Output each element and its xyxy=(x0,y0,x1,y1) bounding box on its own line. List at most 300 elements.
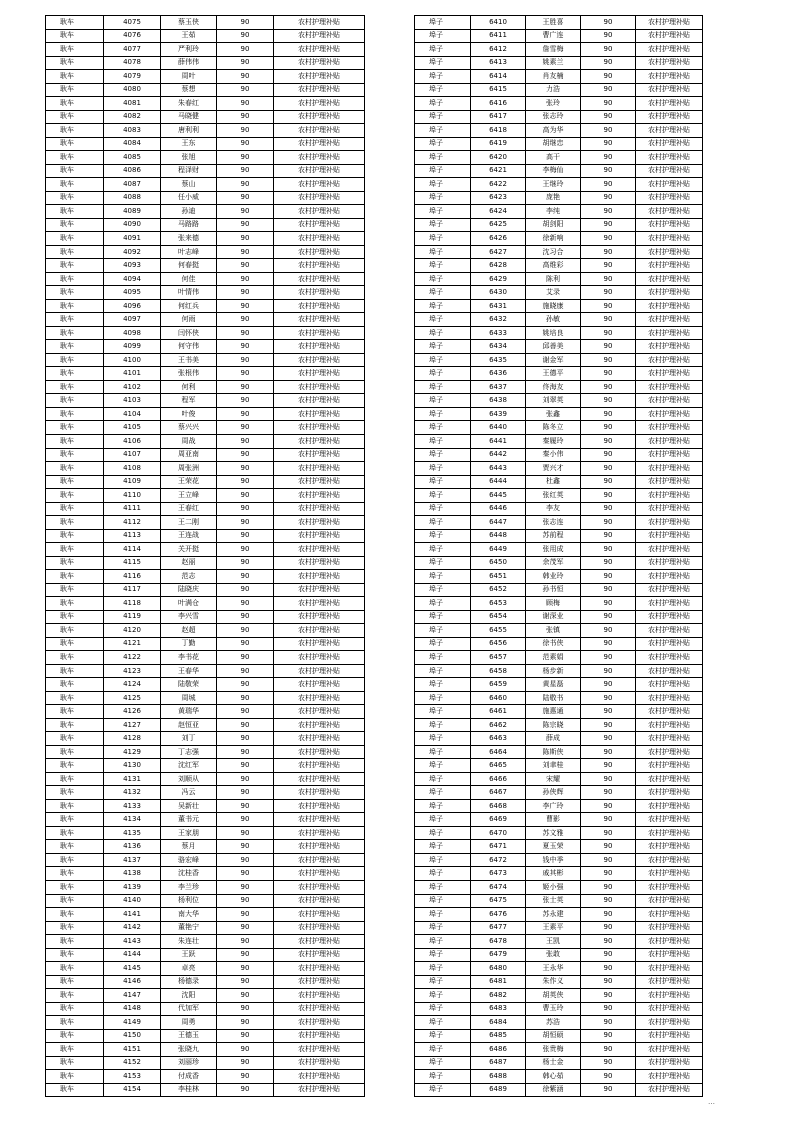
table-row xyxy=(46,745,365,759)
cell-name: 何雨 xyxy=(161,313,217,327)
table-row xyxy=(46,475,365,489)
table-row xyxy=(415,380,703,394)
cell-town: 耿车 xyxy=(46,732,104,746)
cell-subsidy-type: 农村护理补贴 xyxy=(636,151,703,165)
cell-town: 耿车 xyxy=(46,908,104,922)
cell-town: 埠子 xyxy=(415,43,471,57)
cell-town: 埠子 xyxy=(415,394,471,408)
cell-town: 耿车 xyxy=(46,489,104,503)
cell-town: 耿车 xyxy=(46,272,104,286)
cell-subsidy-type: 农村护理补贴 xyxy=(636,556,703,570)
cell-subsidy-type: 农村护理补贴 xyxy=(274,245,365,259)
cell-amount: 90 xyxy=(217,205,274,219)
cell-subsidy-type: 农村护理补贴 xyxy=(636,1083,703,1097)
cell-number: 6445 xyxy=(471,489,526,503)
cell-number: 4084 xyxy=(104,137,161,151)
cell-amount: 90 xyxy=(217,421,274,435)
cell-name: 马晓健 xyxy=(161,110,217,124)
cell-name: 赵超 xyxy=(161,624,217,638)
cell-number: 6453 xyxy=(471,597,526,611)
cell-number: 6417 xyxy=(471,110,526,124)
cell-town: 耿车 xyxy=(46,407,104,421)
cell-town: 埠子 xyxy=(415,245,471,259)
table-right-body xyxy=(415,16,703,1097)
table-row xyxy=(46,516,365,530)
cell-subsidy-type: 农村护理补贴 xyxy=(274,286,365,300)
cell-name: 赵丽 xyxy=(161,556,217,570)
cell-number: 6460 xyxy=(471,691,526,705)
cell-amount: 90 xyxy=(581,124,636,138)
cell-name: 范志 xyxy=(161,570,217,584)
cell-amount: 90 xyxy=(217,948,274,962)
cell-number: 6475 xyxy=(471,894,526,908)
cell-town: 耿车 xyxy=(46,1029,104,1043)
cell-subsidy-type: 农村护理补贴 xyxy=(274,56,365,70)
cell-subsidy-type: 农村护理补贴 xyxy=(636,272,703,286)
table-row xyxy=(415,97,703,111)
cell-number: 6452 xyxy=(471,583,526,597)
table-row xyxy=(46,732,365,746)
cell-town: 耿车 xyxy=(46,137,104,151)
cell-subsidy-type: 农村护理补贴 xyxy=(274,232,365,246)
cell-amount: 90 xyxy=(581,29,636,43)
table-row xyxy=(46,840,365,854)
table-row xyxy=(46,826,365,840)
cell-amount: 90 xyxy=(217,16,274,30)
table-row xyxy=(415,313,703,327)
cell-name: 王书美 xyxy=(161,353,217,367)
cell-name: 胡英侠 xyxy=(526,989,581,1003)
table-row xyxy=(46,299,365,313)
cell-name: 南大华 xyxy=(161,908,217,922)
cell-subsidy-type: 农村护理补贴 xyxy=(274,29,365,43)
cell-subsidy-type: 农村护理补贴 xyxy=(636,651,703,665)
cell-amount: 90 xyxy=(581,205,636,219)
cell-subsidy-type: 农村护理补贴 xyxy=(636,164,703,178)
cell-name: 张志连 xyxy=(526,516,581,530)
table-row xyxy=(46,1016,365,1030)
table-row xyxy=(46,962,365,976)
cell-number: 6470 xyxy=(471,826,526,840)
cell-number: 6472 xyxy=(471,853,526,867)
cell-name: 董艳宁 xyxy=(161,921,217,935)
table-row xyxy=(415,178,703,192)
cell-subsidy-type: 农村护理补贴 xyxy=(274,840,365,854)
table-row xyxy=(46,137,365,151)
cell-amount: 90 xyxy=(581,894,636,908)
cell-subsidy-type: 农村护理补贴 xyxy=(274,448,365,462)
cell-town: 埠子 xyxy=(415,962,471,976)
cell-name: 施惠通 xyxy=(526,705,581,719)
cell-number: 4126 xyxy=(104,705,161,719)
cell-town: 耿车 xyxy=(46,110,104,124)
cell-amount: 90 xyxy=(217,975,274,989)
cell-town: 耿车 xyxy=(46,989,104,1003)
cell-name: 程泽财 xyxy=(161,164,217,178)
table-row xyxy=(46,975,365,989)
cell-name: 薛成 xyxy=(526,732,581,746)
cell-name: 刘丁 xyxy=(161,732,217,746)
cell-name: 张玲 xyxy=(526,97,581,111)
cell-number: 4139 xyxy=(104,881,161,895)
cell-number: 6421 xyxy=(471,164,526,178)
cell-name: 胡恒硕 xyxy=(526,1029,581,1043)
cell-town: 耿车 xyxy=(46,975,104,989)
cell-name: 徐书侠 xyxy=(526,637,581,651)
cell-number: 4088 xyxy=(104,191,161,205)
cell-number: 6415 xyxy=(471,83,526,97)
cell-name: 周叶 xyxy=(161,70,217,84)
cell-number: 4133 xyxy=(104,799,161,813)
cell-town: 埠子 xyxy=(415,340,471,354)
cell-name: 力浩 xyxy=(526,83,581,97)
cell-name: 王永华 xyxy=(526,962,581,976)
cell-town: 埠子 xyxy=(415,867,471,881)
cell-number: 4112 xyxy=(104,516,161,530)
cell-name: 代加军 xyxy=(161,1002,217,1016)
cell-amount: 90 xyxy=(581,462,636,476)
cell-name: 张来德 xyxy=(161,232,217,246)
cell-town: 耿车 xyxy=(46,840,104,854)
cell-amount: 90 xyxy=(217,935,274,949)
cell-amount: 90 xyxy=(581,732,636,746)
cell-name: 顾梅 xyxy=(526,597,581,611)
cell-number: 6428 xyxy=(471,259,526,273)
cell-subsidy-type: 农村护理补贴 xyxy=(274,313,365,327)
cell-town: 埠子 xyxy=(415,543,471,557)
cell-number: 4104 xyxy=(104,407,161,421)
cell-number: 6431 xyxy=(471,299,526,313)
table-row xyxy=(415,1043,703,1057)
cell-town: 埠子 xyxy=(415,97,471,111)
cell-town: 埠子 xyxy=(415,434,471,448)
table-row xyxy=(415,151,703,165)
cell-town: 埠子 xyxy=(415,191,471,205)
table-row xyxy=(46,70,365,84)
cell-name: 庞艳 xyxy=(526,191,581,205)
cell-number: 4151 xyxy=(104,1043,161,1057)
cell-name: 孙迪 xyxy=(161,205,217,219)
cell-town: 耿车 xyxy=(46,448,104,462)
table-row xyxy=(415,326,703,340)
cell-name: 陈斯侠 xyxy=(526,745,581,759)
cell-number: 4081 xyxy=(104,97,161,111)
cell-number: 4090 xyxy=(104,218,161,232)
cell-name: 姚素兰 xyxy=(526,56,581,70)
cell-subsidy-type: 农村护理补贴 xyxy=(636,340,703,354)
cell-amount: 90 xyxy=(217,705,274,719)
cell-amount: 90 xyxy=(217,380,274,394)
cell-amount: 90 xyxy=(217,962,274,976)
cell-number: 4098 xyxy=(104,326,161,340)
cell-town: 埠子 xyxy=(415,637,471,651)
cell-subsidy-type: 农村护理补贴 xyxy=(274,110,365,124)
cell-name: 苏前程 xyxy=(526,529,581,543)
cell-number: 6425 xyxy=(471,218,526,232)
cell-town: 埠子 xyxy=(415,380,471,394)
cell-subsidy-type: 农村护理补贴 xyxy=(636,989,703,1003)
cell-number: 4115 xyxy=(104,556,161,570)
table-row xyxy=(415,691,703,705)
cell-name: 王素平 xyxy=(526,921,581,935)
cell-town: 埠子 xyxy=(415,367,471,381)
cell-town: 埠子 xyxy=(415,475,471,489)
cell-amount: 90 xyxy=(581,813,636,827)
cell-name: 马路路 xyxy=(161,218,217,232)
cell-town: 耿车 xyxy=(46,664,104,678)
cell-amount: 90 xyxy=(217,759,274,773)
table-row xyxy=(415,813,703,827)
cell-subsidy-type: 农村护理补贴 xyxy=(636,583,703,597)
cell-name: 何利 xyxy=(161,380,217,394)
cell-number: 6478 xyxy=(471,935,526,949)
cell-number: 4140 xyxy=(104,894,161,908)
table-row xyxy=(46,286,365,300)
cell-name: 戚其彬 xyxy=(526,867,581,881)
cell-amount: 90 xyxy=(217,394,274,408)
cell-number: 6413 xyxy=(471,56,526,70)
cell-town: 埠子 xyxy=(415,826,471,840)
cell-subsidy-type: 农村护理补贴 xyxy=(274,921,365,935)
cell-town: 耿车 xyxy=(46,1043,104,1057)
table-row xyxy=(46,83,365,97)
cell-amount: 90 xyxy=(581,326,636,340)
cell-number: 4142 xyxy=(104,921,161,935)
cell-amount: 90 xyxy=(217,651,274,665)
table-row xyxy=(415,191,703,205)
cell-name: 王凯 xyxy=(526,935,581,949)
cell-name: 孙侠辉 xyxy=(526,786,581,800)
cell-name: 宋耀 xyxy=(526,772,581,786)
cell-number: 6471 xyxy=(471,840,526,854)
cell-amount: 90 xyxy=(581,1056,636,1070)
table-row xyxy=(46,16,365,30)
cell-name: 张志玲 xyxy=(526,110,581,124)
cell-subsidy-type: 农村护理补贴 xyxy=(274,610,365,624)
cell-subsidy-type: 农村护理补贴 xyxy=(274,326,365,340)
table-row xyxy=(46,556,365,570)
cell-name: 徐紫涵 xyxy=(526,1083,581,1097)
cell-subsidy-type: 农村护理补贴 xyxy=(274,691,365,705)
cell-name: 陈冬立 xyxy=(526,421,581,435)
cell-town: 耿车 xyxy=(46,299,104,313)
table-row xyxy=(46,651,365,665)
cell-amount: 90 xyxy=(581,989,636,1003)
cell-name: 唐利利 xyxy=(161,124,217,138)
cell-amount: 90 xyxy=(217,83,274,97)
cell-name: 张根伟 xyxy=(161,367,217,381)
cell-town: 埠子 xyxy=(415,759,471,773)
cell-town: 埠子 xyxy=(415,259,471,273)
cell-subsidy-type: 农村护理补贴 xyxy=(636,786,703,800)
cell-amount: 90 xyxy=(581,529,636,543)
table-row xyxy=(46,718,365,732)
cell-name: 蔡玉侠 xyxy=(161,16,217,30)
cell-amount: 90 xyxy=(581,556,636,570)
cell-subsidy-type: 农村护理补贴 xyxy=(274,83,365,97)
cell-town: 耿车 xyxy=(46,353,104,367)
cell-town: 耿车 xyxy=(46,70,104,84)
cell-amount: 90 xyxy=(581,1002,636,1016)
cell-number: 6416 xyxy=(471,97,526,111)
table-row xyxy=(415,137,703,151)
cell-name: 王德平 xyxy=(526,367,581,381)
cell-number: 4130 xyxy=(104,759,161,773)
cell-name: 叶志峰 xyxy=(161,245,217,259)
cell-town: 埠子 xyxy=(415,272,471,286)
cell-town: 埠子 xyxy=(415,745,471,759)
cell-town: 耿车 xyxy=(46,516,104,530)
cell-number: 6468 xyxy=(471,799,526,813)
cell-number: 4100 xyxy=(104,353,161,367)
cell-name: 刘聿桂 xyxy=(526,759,581,773)
cell-subsidy-type: 农村护理补贴 xyxy=(636,1029,703,1043)
cell-number: 6440 xyxy=(471,421,526,435)
table-row xyxy=(415,245,703,259)
cell-number: 6433 xyxy=(471,326,526,340)
cell-amount: 90 xyxy=(581,16,636,30)
table-row xyxy=(46,624,365,638)
cell-amount: 90 xyxy=(581,56,636,70)
cell-subsidy-type: 农村护理补贴 xyxy=(636,1056,703,1070)
cell-number: 6446 xyxy=(471,502,526,516)
cell-subsidy-type: 农村护理补贴 xyxy=(274,813,365,827)
cell-subsidy-type: 农村护理补贴 xyxy=(274,1083,365,1097)
cell-subsidy-type: 农村护理补贴 xyxy=(636,921,703,935)
cell-town: 埠子 xyxy=(415,610,471,624)
cell-town: 耿车 xyxy=(46,921,104,935)
cell-amount: 90 xyxy=(581,583,636,597)
cell-number: 6450 xyxy=(471,556,526,570)
cell-number: 6434 xyxy=(471,340,526,354)
table-row xyxy=(46,272,365,286)
cell-amount: 90 xyxy=(581,340,636,354)
corner-mark: … xyxy=(708,1098,715,1106)
cell-name: 刘丽珍 xyxy=(161,1056,217,1070)
table-row xyxy=(415,543,703,557)
cell-town: 埠子 xyxy=(415,732,471,746)
cell-town: 埠子 xyxy=(415,664,471,678)
cell-number: 6426 xyxy=(471,232,526,246)
cell-name: 孙敏 xyxy=(526,313,581,327)
cell-number: 6430 xyxy=(471,286,526,300)
cell-subsidy-type: 农村护理补贴 xyxy=(636,326,703,340)
cell-town: 埠子 xyxy=(415,16,471,30)
cell-number: 4103 xyxy=(104,394,161,408)
cell-number: 6429 xyxy=(471,272,526,286)
cell-subsidy-type: 农村护理补贴 xyxy=(274,1016,365,1030)
cell-amount: 90 xyxy=(217,921,274,935)
table-row xyxy=(415,786,703,800)
cell-subsidy-type: 农村护理补贴 xyxy=(636,826,703,840)
cell-town: 耿车 xyxy=(46,935,104,949)
cell-amount: 90 xyxy=(581,151,636,165)
cell-number: 6410 xyxy=(471,16,526,30)
cell-amount: 90 xyxy=(581,948,636,962)
cell-number: 6459 xyxy=(471,678,526,692)
cell-amount: 90 xyxy=(217,1043,274,1057)
table-row xyxy=(46,705,365,719)
cell-subsidy-type: 农村护理补贴 xyxy=(636,394,703,408)
cell-amount: 90 xyxy=(217,97,274,111)
cell-town: 耿车 xyxy=(46,1083,104,1097)
cell-town: 耿车 xyxy=(46,502,104,516)
cell-number: 6489 xyxy=(471,1083,526,1097)
cell-town: 埠子 xyxy=(415,881,471,895)
cell-town: 埠子 xyxy=(415,583,471,597)
cell-name: 邱善美 xyxy=(526,340,581,354)
cell-subsidy-type: 农村护理补贴 xyxy=(274,583,365,597)
table-row xyxy=(415,124,703,138)
cell-number: 6458 xyxy=(471,664,526,678)
cell-subsidy-type: 农村护理补贴 xyxy=(636,962,703,976)
cell-amount: 90 xyxy=(581,448,636,462)
cell-amount: 90 xyxy=(217,786,274,800)
cell-town: 埠子 xyxy=(415,299,471,313)
cell-town: 耿车 xyxy=(46,813,104,827)
cell-amount: 90 xyxy=(217,881,274,895)
cell-amount: 90 xyxy=(217,164,274,178)
cell-amount: 90 xyxy=(217,434,274,448)
cell-name: 高为华 xyxy=(526,124,581,138)
cell-name: 陈宗晓 xyxy=(526,718,581,732)
cell-town: 埠子 xyxy=(415,178,471,192)
table-row xyxy=(415,1016,703,1030)
table-row xyxy=(46,367,365,381)
cell-subsidy-type: 农村护理补贴 xyxy=(274,678,365,692)
cell-amount: 90 xyxy=(217,664,274,678)
cell-name: 张镇 xyxy=(526,624,581,638)
cell-town: 埠子 xyxy=(415,772,471,786)
cell-number: 4123 xyxy=(104,664,161,678)
cell-subsidy-type: 农村护理补贴 xyxy=(274,516,365,530)
cell-town: 耿车 xyxy=(46,894,104,908)
cell-amount: 90 xyxy=(581,570,636,584)
cell-amount: 90 xyxy=(217,313,274,327)
cell-town: 耿车 xyxy=(46,799,104,813)
cell-subsidy-type: 农村护理补贴 xyxy=(274,624,365,638)
cell-number: 4079 xyxy=(104,70,161,84)
cell-amount: 90 xyxy=(581,691,636,705)
cell-name: 韩心茹 xyxy=(526,1070,581,1084)
cell-subsidy-type: 农村护理补贴 xyxy=(636,610,703,624)
cell-subsidy-type: 农村护理补贴 xyxy=(274,407,365,421)
cell-subsidy-type: 农村护理补贴 xyxy=(274,137,365,151)
cell-name: 王春红 xyxy=(161,502,217,516)
cell-number: 4109 xyxy=(104,475,161,489)
cell-name: 朱春红 xyxy=(161,97,217,111)
cell-number: 6449 xyxy=(471,543,526,557)
cell-town: 耿车 xyxy=(46,232,104,246)
cell-number: 6422 xyxy=(471,178,526,192)
cell-number: 4086 xyxy=(104,164,161,178)
cell-subsidy-type: 农村护理补贴 xyxy=(636,489,703,503)
cell-amount: 90 xyxy=(217,475,274,489)
cell-subsidy-type: 农村护理补贴 xyxy=(274,462,365,476)
cell-town: 耿车 xyxy=(46,1002,104,1016)
cell-subsidy-type: 农村护理补贴 xyxy=(274,732,365,746)
cell-number: 4120 xyxy=(104,624,161,638)
cell-number: 6427 xyxy=(471,245,526,259)
table-row xyxy=(46,1056,365,1070)
cell-number: 6481 xyxy=(471,975,526,989)
cell-name: 蔡兴兴 xyxy=(161,421,217,435)
cell-number: 4089 xyxy=(104,205,161,219)
cell-subsidy-type: 农村护理补贴 xyxy=(636,678,703,692)
cell-amount: 90 xyxy=(581,881,636,895)
cell-town: 耿车 xyxy=(46,678,104,692)
cell-amount: 90 xyxy=(217,691,274,705)
